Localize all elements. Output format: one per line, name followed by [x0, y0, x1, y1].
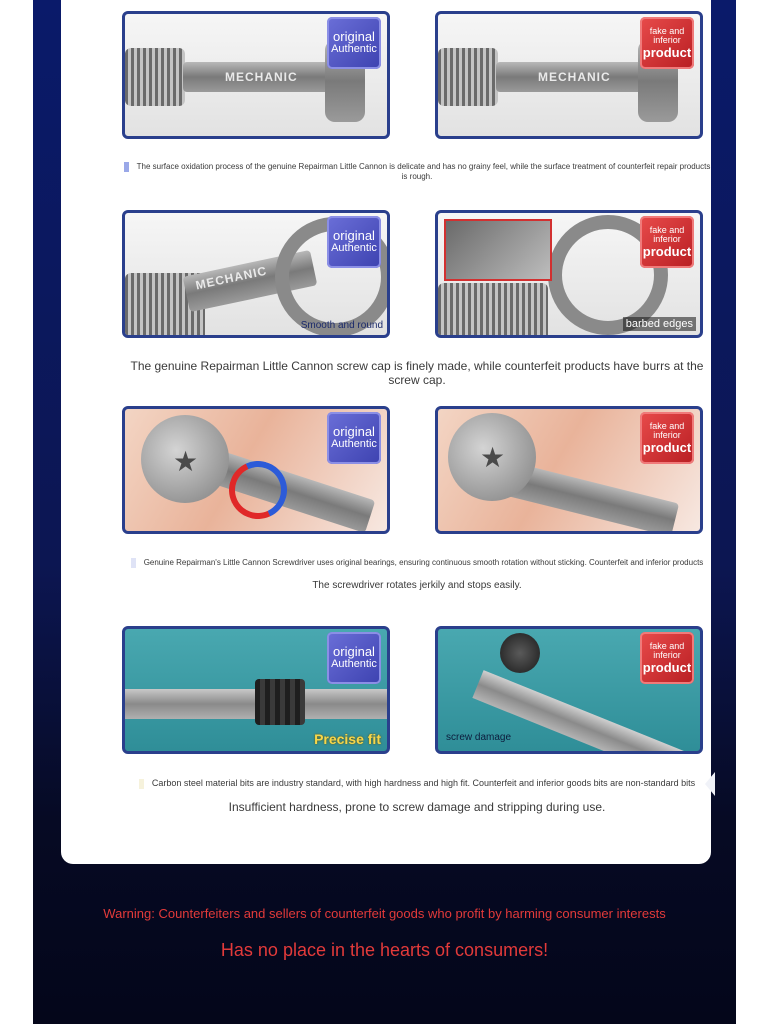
section4-caption-line1: Carbon steel material bits are industry standard, with high hardness and high fit. Counterfeit and inferior goods bits are non-standard bits: [122, 778, 712, 789]
warning-line2: Has no place in the hearts of consumers!: [220, 940, 549, 960]
genuine-surface-photo: [122, 11, 390, 139]
damaged-screw-head: [500, 633, 540, 673]
smooth-round-label: Smooth and round: [300, 320, 383, 331]
authentic-tag: original Authentic: [327, 632, 381, 684]
screw-damage-label: screw damage: [446, 732, 512, 743]
section3-caption-line1: Genuine Repairman's Little Cannon Screwdriver uses original bearings, ensuring continuous smooth rotation without sticking. Counterfeit and inferior products: [122, 558, 712, 568]
star-bit-icon: ★: [173, 446, 199, 477]
authentic-tag: original Authentic: [327, 17, 381, 69]
bullet-marker: [131, 558, 136, 568]
bullet-marker: [124, 162, 129, 172]
bullet-marker: [139, 779, 144, 789]
fake-bit-photo: [435, 626, 703, 754]
page-stage: [33, 0, 736, 1024]
genuine-bit-photo: [122, 626, 390, 754]
genuine-rotation-photo: [122, 406, 390, 534]
section1-caption: The surface oxidation process of the genuine Repairman Little Cannon is delicate and has no grainy feel, while the surface treatment of counterfeit repair products is rough.: [122, 162, 712, 181]
fake-tag: fake and inferior product: [640, 17, 694, 69]
knurled-grip: [438, 48, 498, 106]
star-bit-icon: ★: [480, 442, 506, 473]
section3-caption-line2: The screwdriver rotates jerkily and stops easily.: [312, 580, 522, 591]
fake-surface-photo: [435, 11, 703, 139]
barbed-edges-label: barbed edges: [623, 317, 696, 331]
brand-logo: MECHANIC: [194, 263, 269, 293]
screw-thread: [255, 679, 305, 725]
side-notch: [705, 772, 715, 796]
fake-tag: fake and inferior product: [640, 632, 694, 684]
authentic-tag: original Authentic: [327, 216, 381, 268]
brand-logo: MECHANIC: [225, 70, 298, 84]
authentic-tag: original Authentic: [327, 412, 381, 464]
warning-line1: Warning: Counterfeiters and sellers of counterfeit goods who profit by harming consumer interests: [103, 906, 666, 921]
section4-caption-line2: Insufficient hardness, prone to screw damage and stripping during use.: [228, 800, 606, 814]
knurled-grip: [125, 48, 185, 106]
genuine-cap-photo: [122, 210, 390, 338]
brand-logo: MECHANIC: [538, 70, 611, 84]
fake-tag: fake and inferior product: [640, 216, 694, 268]
fake-cap-photo: [435, 210, 703, 338]
burr-zoom-inset: [444, 219, 552, 281]
fake-tag: fake and inferior product: [640, 412, 694, 464]
knurled-grip: [438, 283, 548, 338]
section2-caption: The genuine Repairman Little Cannon screw cap is finely made, while counterfeit products have burrs at the screw cap.: [130, 359, 704, 387]
fake-rotation-photo: [435, 406, 703, 534]
precise-fit-label: Precise fit: [314, 731, 381, 747]
content-card: [61, 0, 711, 864]
